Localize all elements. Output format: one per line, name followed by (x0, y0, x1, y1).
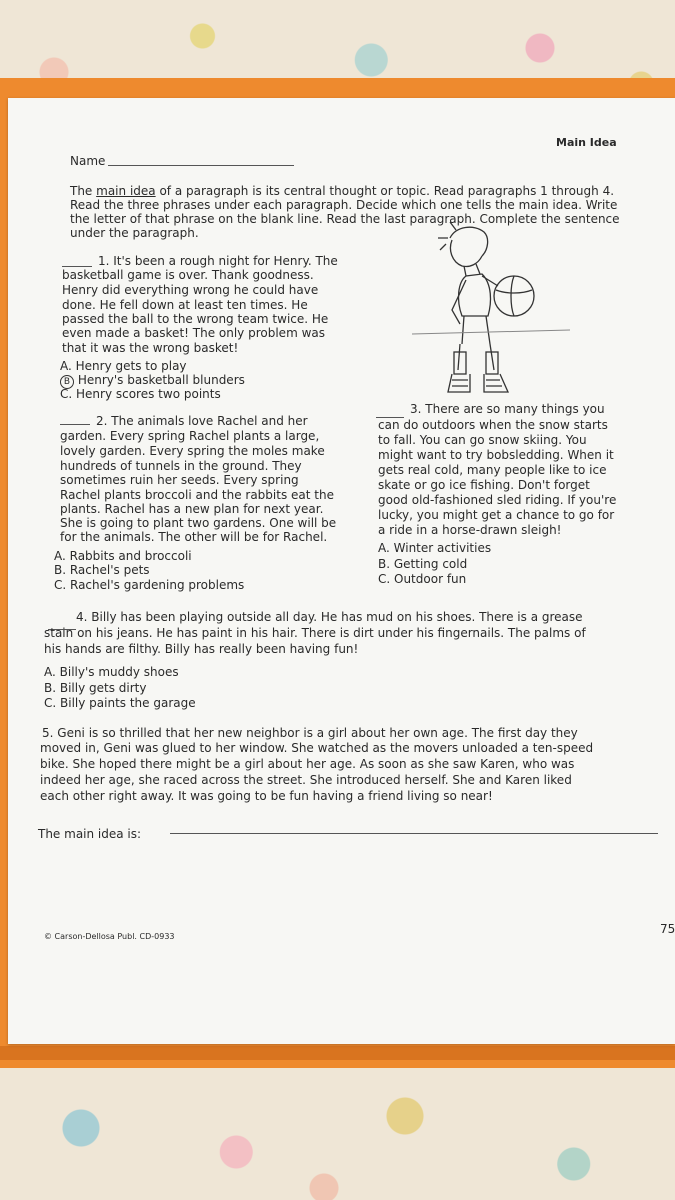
q1-line: passed the ball to the wrong team twice. He (62, 312, 329, 326)
q1-line: basketball game is over. Thank goodness. (62, 268, 314, 282)
q5-line: moved in, Geni was glued to her window. She watched as the movers unloaded a ten-speed (40, 741, 594, 755)
q1-line: even made a basket! The only problem was (62, 326, 325, 340)
q2-line: for the animals. The other will be for Rachel. (60, 530, 328, 544)
worksheet-page (8, 98, 675, 1044)
name-label: Name (70, 154, 106, 168)
main-idea-answer-line[interactable] (170, 833, 658, 834)
q4-option-a: A. Billy's muddy shoes (44, 665, 179, 679)
copyright-text: © Carson-Dellosa Publ. CD-0933 (44, 932, 175, 941)
q1-answer-blank[interactable] (62, 266, 92, 267)
q1-line: 1. It's been a rough night for Henry. The (98, 254, 338, 268)
q2-line: hundreds of tunnels in the ground. They (60, 459, 302, 473)
circled-answer-mark: B (60, 375, 74, 389)
q2-line: Rachel plants broccoli and the rabbits eat the (60, 488, 334, 502)
worksheet-title: Main Idea (556, 136, 617, 149)
instructions-line-1: The main idea of a paragraph is its central thought or topic. Read paragraphs 1 through 4. (70, 184, 615, 198)
q3-line: lucky, you might get a chance to go for (378, 508, 615, 522)
q3-option-a: A. Winter activities (378, 541, 492, 555)
instructions-line-2: Read the three phrases under each paragraph. Decide which one tells the main idea. Write (70, 198, 618, 212)
q2-line: lovely garden. Every spring the moles make (60, 444, 325, 458)
page-number: 75 (660, 922, 675, 936)
q3-line: skate or go ice fishing. Don't forget (378, 478, 590, 492)
q2-line: She is going to plant two gardens. One will be (60, 516, 337, 530)
name-line (108, 165, 294, 166)
q3-line: to fall. You can go snow skiing. You (378, 433, 587, 447)
q3-option-c: C. Outdoor fun (378, 572, 467, 586)
q2-answer-blank[interactable] (60, 424, 90, 425)
q5-line: bike. She hoped there might be a girl about her age. As soon as she saw Karen, who was (40, 757, 575, 771)
q1-option-b: B Henry's basketball blunders (60, 373, 245, 389)
q1-line: done. He fell down at least ten times. He (62, 298, 308, 312)
q5-line: each other right away. It was going to be fun having a friend living so near! (40, 789, 493, 803)
q1-line: Henry did everything wrong he could have (62, 283, 319, 297)
q4-line: 4. Billy has been playing outside all day. He has mud on his shoes. There is a grease (76, 610, 583, 624)
q2-option-b: B. Rachel's pets (54, 563, 150, 577)
folder-edge (0, 1046, 675, 1060)
q3-line: good old-fashioned sled riding. If you're (378, 493, 617, 507)
q3-option-b: B. Getting cold (378, 557, 468, 571)
q5-line: indeed her age, she raced across the street. She introduced herself. She and Karen liked (40, 773, 572, 787)
q4-line: his hands are filthy. Billy has really been having fun! (44, 642, 359, 656)
q4-line: stain on his jeans. He has paint in his hair. There is dirt under his fingernails. The palms of (44, 626, 586, 640)
q2-line: plants. Rachel has a new plan for next year. (60, 502, 324, 516)
q2-line: sometimes ruin her seeds. Every spring (60, 473, 299, 487)
q4-option-c: C. Billy paints the garage (44, 696, 196, 710)
q2-option-a: A. Rabbits and broccoli (54, 549, 192, 563)
q2-option-c: C. Rachel's gardening problems (54, 578, 245, 592)
main-idea-label: The main idea is: (38, 827, 142, 841)
q2-line: 2. The animals love Rachel and her (96, 414, 308, 428)
instructions-line-4: under the paragraph. (70, 226, 199, 240)
q3-line: can do outdoors when the snow starts (378, 418, 608, 432)
basketball-player-illustration (412, 220, 582, 400)
q3-line: a ride in a horse-drawn sleigh! (378, 523, 562, 537)
q1-option-c: C. Henry scores two points (60, 387, 221, 401)
q1-option-a: A. Henry gets to play (60, 359, 187, 373)
q3-line: gets real cold, many people like to ice (378, 463, 607, 477)
q3-line: 3. There are so many things you (410, 402, 605, 416)
q1-line: that it was the wrong basket! (62, 341, 239, 355)
q4-option-b: B. Billy gets dirty (44, 681, 147, 695)
q3-line: might want to try bobsledding. When it (378, 448, 614, 462)
q5-line: 5. Geni is so thrilled that her new neighbor is a girl about her own age. The first day they (42, 726, 578, 740)
instructions-line-3: the letter of that phrase on the blank line. Read the last paragraph. Complete the sentence (70, 212, 620, 226)
q2-line: garden. Every spring Rachel plants a large, (60, 429, 320, 443)
